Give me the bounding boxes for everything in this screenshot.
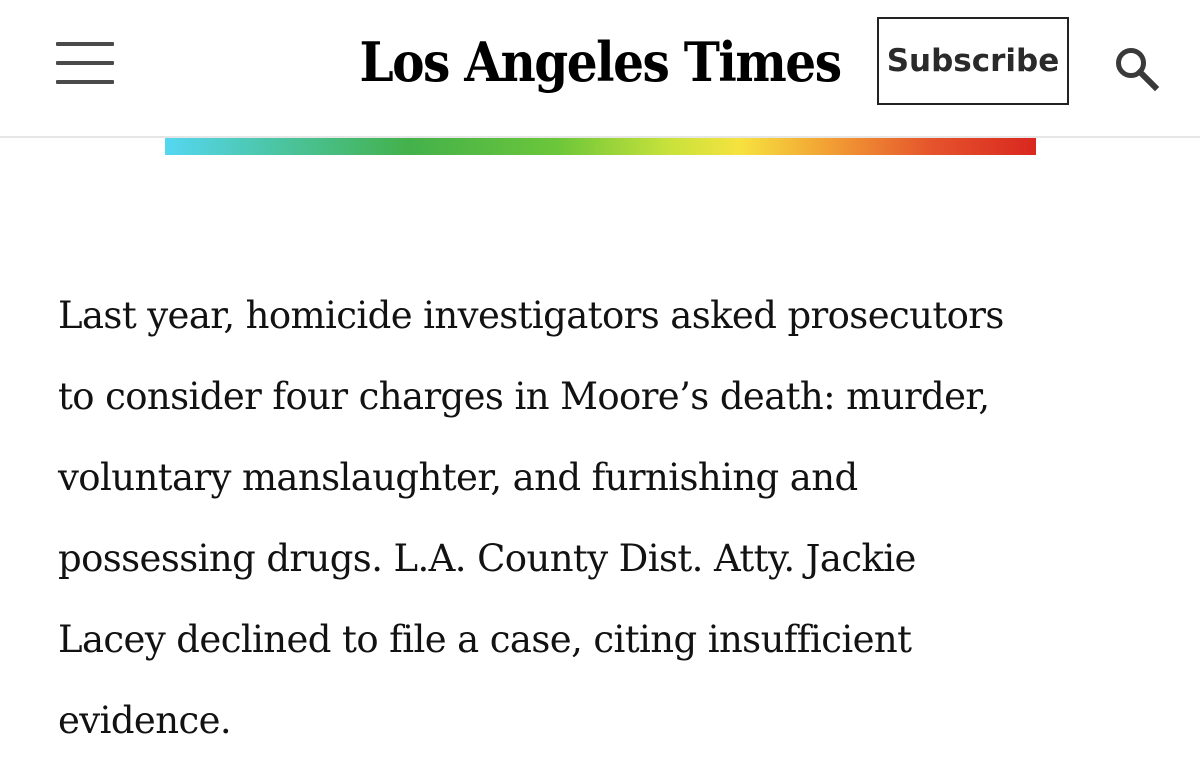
paragraph-line: Last year, homicide investigators asked prosecutors <box>58 294 1004 337</box>
subscribe-button[interactable]: Subscribe <box>877 17 1069 105</box>
paragraph-line: voluntary manslaughter, and furnishing and <box>58 456 858 499</box>
menu-line <box>56 80 114 84</box>
hamburger-menu-icon[interactable] <box>56 40 114 86</box>
paragraph-line: possessing drugs. L.A. County Dist. Atty. Jackie <box>58 537 916 580</box>
article-paragraph <box>58 275 1148 761</box>
menu-line <box>56 42 114 46</box>
paragraph-line: to consider four charges in Moore’s death: murder, <box>58 375 990 418</box>
site-header <box>0 0 1200 138</box>
site-logo[interactable]: Los Angeles Times <box>359 30 841 94</box>
menu-line <box>56 61 114 65</box>
color-gradient-bar <box>165 138 1036 155</box>
paragraph-line: Lacey declined to file a case, citing insufficient <box>58 618 912 661</box>
search-icon[interactable] <box>1112 44 1160 92</box>
paragraph-line: evidence. <box>58 699 232 742</box>
